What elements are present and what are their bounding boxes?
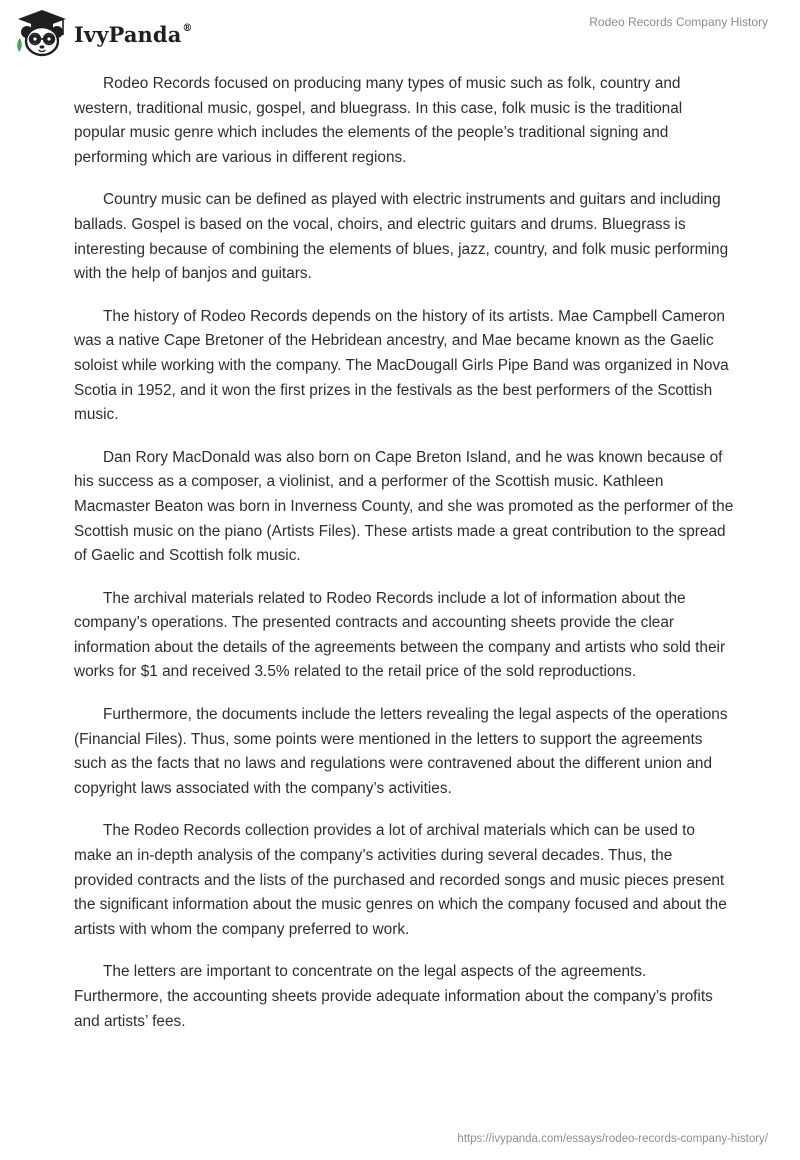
- paragraph: The Rodeo Records collection provides a lot of archival materials which can be used to make an in-depth analysis of the company’s activities during several decades. Thus, the provided contracts and the lists of the purchased and recorded songs and music pieces present the significant information about the music genres on which the company focused and about the artists with whom the company preferred to work.: [74, 822, 727, 938]
- document-title: Rodeo Records Company History: [589, 15, 768, 29]
- paragraph: The history of Rodeo Records depends on the history of its artists. Mae Campbell Cameron was a native Cape Bretoner of the Hebridean ancestry, and Mae became known as the Gaelic soloist while working with the company. The MacDougall Girls Pipe Band was organized in Nova Scotia in 1952, and it won the first prizes in the festivals as the best performers of the Scottish music.: [74, 307, 729, 424]
- registered-mark: ®: [182, 22, 193, 34]
- page-header: [0, 0, 800, 70]
- paragraph: The archival materials related to Rodeo Records include a lot of information about the company’s operations. The presented contracts and accounting sheets provide the clear information about the details of the agreements between the company and artists who sold their works for $1 and received 3.5% related to the retail price of the sold reproductions.: [74, 589, 726, 681]
- paragraph: Furthermore, the documents include the letters revealing the legal aspects of the operations (Financial Files). Thus, some points were mentioned in the letters to support the agreements such as the facts that no laws and regulations were contravened about the different union and copyright laws associated with the company’s activities.: [74, 706, 728, 797]
- paragraph: Rodeo Records focused on producing many types of music such as folk, country and western, traditional music, gospel, and bluegrass. In this case, folk music is the traditional popular music genre which includes the elements of the people’s traditional signing and performing which are various in different regions.: [74, 75, 683, 166]
- paragraph: Country music can be defined as played with electric instruments and guitars and including ballads. Gospel is based on the vocal, choirs, and electric guitars and drums. Bluegrass is interesting because of combining the elements of blues, jazz, country, and folk music performing with the help of banjos and guitars.: [74, 191, 729, 283]
- brand-name: IvyPanda®: [74, 21, 193, 47]
- panda-graduate-icon: [14, 8, 70, 58]
- brand-logo[interactable]: [14, 8, 193, 58]
- paragraph: Dan Rory MacDonald was also born on Cape Breton Island, and he was known because of his success as a composer, a violinist, and a performer of the Scottish music. Kathleen Macmaster Beaton was born in Inverness County, and she was promoted as the performer of the Scottish music on the piano (Artists Files). These artists made a great contribution to the spread of Gaelic and Scottish folk music.: [74, 448, 734, 565]
- essay-body: [74, 72, 734, 1052]
- paragraph: The letters are important to concentrate on the legal aspects of the agreements. Furthermore, the accounting sheets provide adequate information about the company’s profits and artists’ fees.: [74, 963, 713, 1030]
- source-url-link[interactable]: https://ivypanda.com/essays/rodeo-records-company-history/: [457, 1133, 768, 1145]
